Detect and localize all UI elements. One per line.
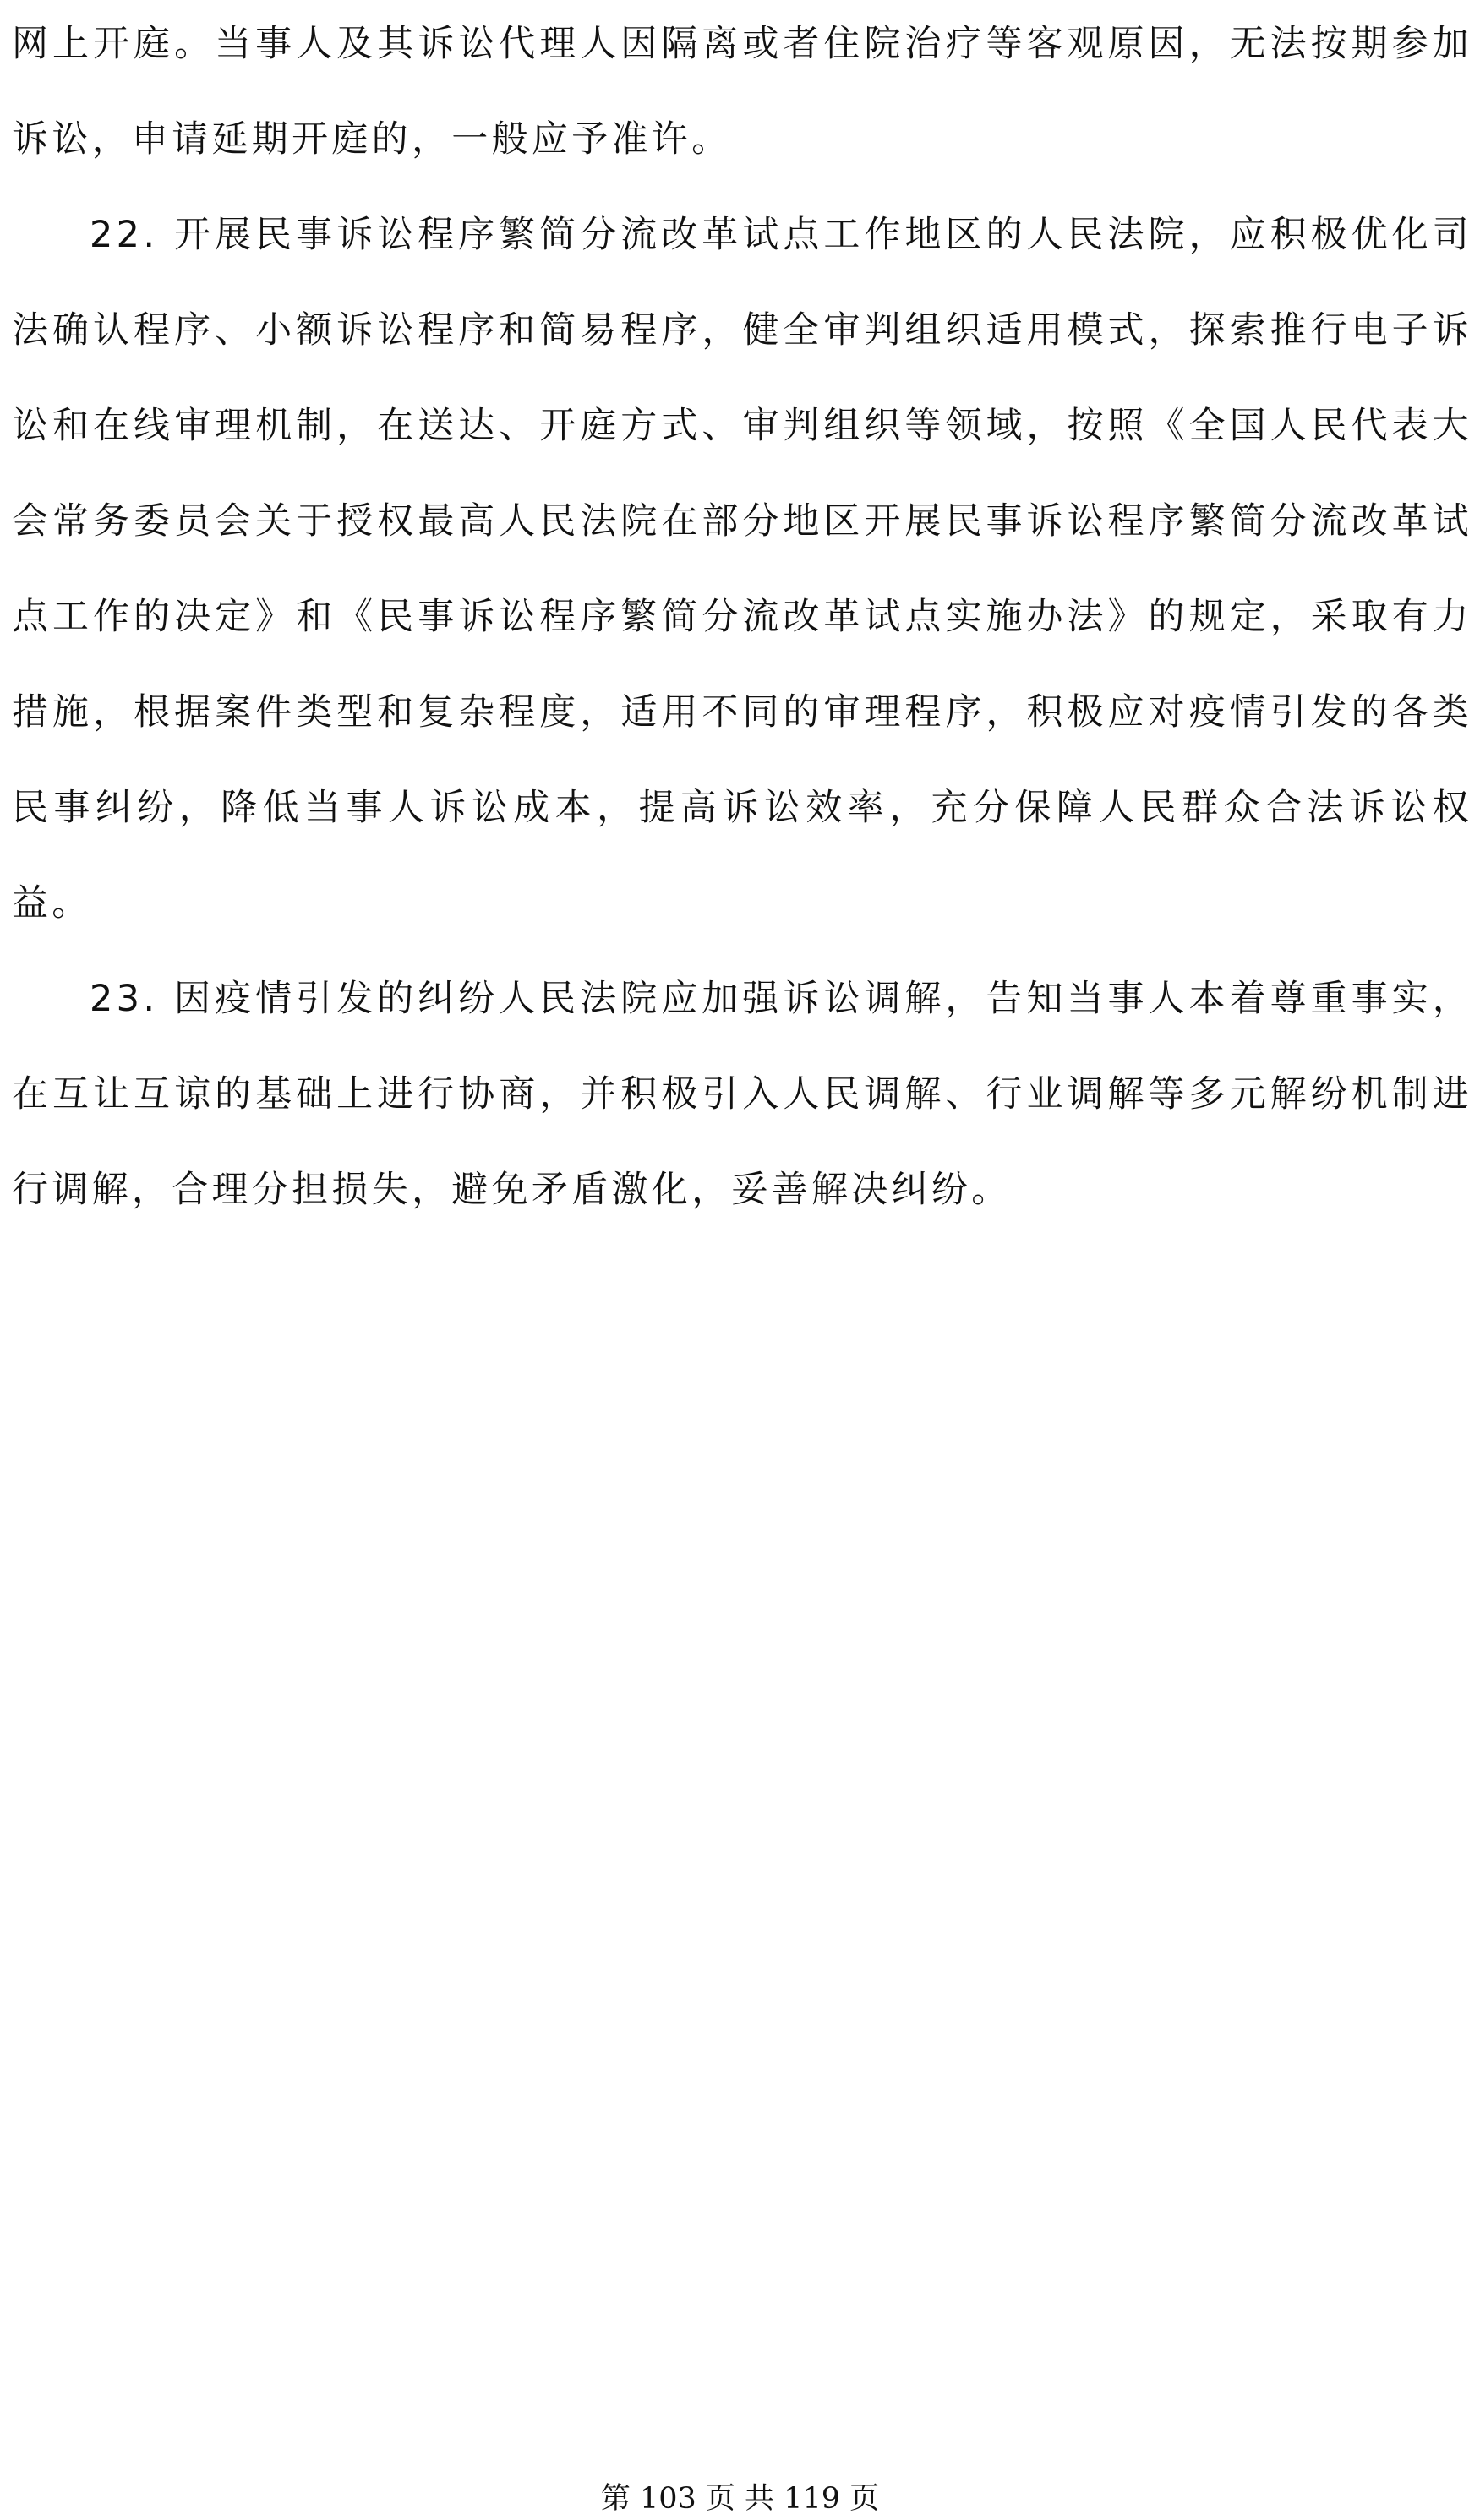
page-number-footer: 第 103 页 共 119 页 xyxy=(600,2482,880,2516)
document-body xyxy=(12,0,1472,1238)
paragraph-continuation: 网上开庭。当事人及其诉讼代理人因隔离或者住院治疗等客观原因，无法按期参加诉讼，申请延期开庭的，一般应予准许。 xyxy=(12,23,1472,161)
paragraph-item-23: 23. 因疫情引发的纠纷人民法院应加强诉讼调解，告知当事人本着尊重事实，在互让互谅的基础上进行协商，并积极引入人民调解、行业调解等多元解纷机制进行调解，合理分担损失，避免矛盾激化，妥善解决纠纷。 xyxy=(12,978,1472,1211)
paragraph-item-22: 22. 开展民事诉讼程序繁简分流改革试点工作地区的人民法院，应积极优化司法确认程序、小额诉讼程序和简易程序，健全审判组织适用模式，探索推行电子诉讼和在线审理机制，在送达、开庭方式、审判组织等领域，按照《全国人民代表大会常务委员会关于授权最高人民法院在部分地区开展民事诉讼程序繁简分流改革试点工作的决定》和《民事诉讼程序繁简分流改革试点实施办法》的规定，采取有力措施，根据案件类型和复杂程度，适用不同的审理程序，积极应对疫情引发的各类民事纠纷，降低当事人诉讼成本，提高诉讼效率，充分保障人民群众合法诉讼权益。 xyxy=(12,214,1472,925)
